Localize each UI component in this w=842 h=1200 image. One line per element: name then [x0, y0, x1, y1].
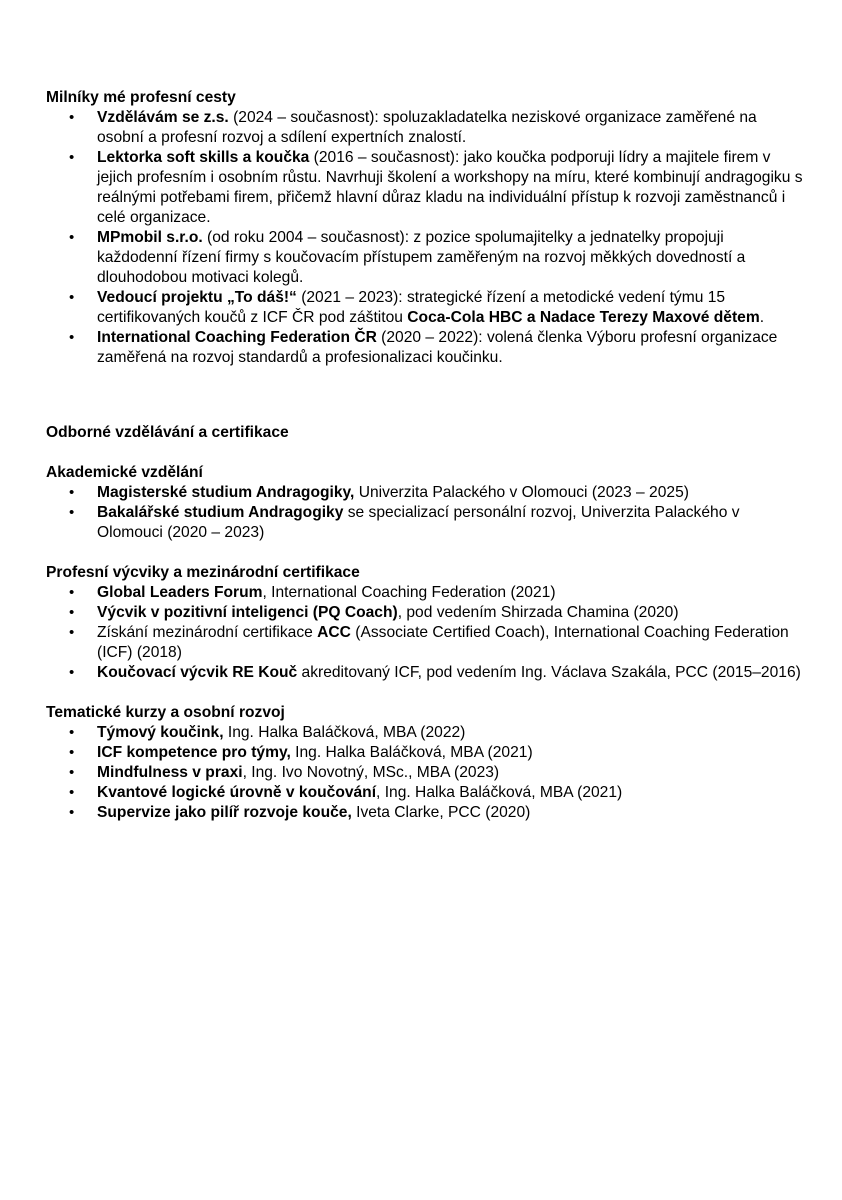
- list-item: • Vzdělávám se z.s. (2024 – současnost): spoluzakladatelka neziskové organizace zaměřené na osobní a profesní rozvoj a sdílení expertních znalostí.: [46, 108, 806, 148]
- list-item: • International Coaching Federation ČR (2020 – 2022): volená členka Výboru profesní organizace zaměřená na rozvoj standardů a profesionalizaci koučinku.: [46, 328, 806, 368]
- certifications-list: [46, 583, 806, 683]
- milestones-heading: Milníky mé profesní cesty: [46, 89, 236, 106]
- list-item: • MPmobil s.r.o. (od roku 2004 – současnost): z pozice spolumajitelky a jednatelky propojuji každodenní řízení firmy s koučovacím přístupem zaměřeným na rozvoj měkkých dovedností a dlouhodobou motivaci kolegů.: [46, 228, 806, 288]
- certifications-heading: Profesní výcviky a mezinárodní certifikace: [46, 564, 360, 581]
- list-item: • Global Leaders Forum, International Coaching Federation (2021): [46, 583, 806, 603]
- list-item: • Supervize jako pilíř rozvoje kouče, Iveta Clarke, PCC (2020): [46, 803, 806, 823]
- academic-heading: Akademické vzdělání: [46, 464, 203, 481]
- list-item: • ICF kompetence pro týmy, Ing. Halka Baláčková, MBA (2021): [46, 743, 806, 763]
- list-item: • Mindfulness v praxi, Ing. Ivo Novotný, MSc., MBA (2023): [46, 763, 806, 783]
- list-item: • Koučovací výcvik RE Kouč akreditovaný ICF, pod vedením Ing. Václava Szakála, PCC (2015–2016): [46, 663, 806, 683]
- list-item: • Lektorka soft skills a koučka (2016 – současnost): jako koučka podporuji lídry a majitele firem v jejich profesním i osobním růstu. Navrhuji školení a workshopy na míru, které kombinují andragogiku s reálnými potřebami firem, přičemž hlavní důraz kladu na individuální přístup k rozvoji zaměstnanců i celé organizace.: [46, 148, 806, 228]
- list-item: • Získání mezinárodní certifikace ACC (Associate Certified Coach), International Coaching Federation (ICF) (2018): [46, 623, 806, 663]
- list-item: • Týmový koučink, Ing. Halka Baláčková, MBA (2022): [46, 723, 806, 743]
- list-item: • Bakalářské studium Andragogiky se specializací personální rozvoj, Univerzita Palackého v Olomouci (2020 – 2023): [46, 503, 806, 543]
- education-heading: Odborné vzdělávání a certifikace: [46, 424, 289, 441]
- academic-list: [46, 483, 806, 543]
- list-item: • Výcvik v pozitivní inteligenci (PQ Coach), pod vedením Shirzada Chamina (2020): [46, 603, 806, 623]
- courses-list: [46, 723, 806, 823]
- list-item: • Kvantové logické úrovně v koučování, Ing. Halka Baláčková, MBA (2021): [46, 783, 806, 803]
- courses-heading: Tematické kurzy a osobní rozvoj: [46, 704, 285, 721]
- cv-page: [46, 88, 806, 823]
- list-item: • Magisterské studium Andragogiky, Univerzita Palackého v Olomouci (2023 – 2025): [46, 483, 806, 503]
- milestones-list: [46, 108, 806, 368]
- list-item: • Vedoucí projektu „To dáš!“ (2021 – 2023): strategické řízení a metodické vedení týmu 15 certifikovaných koučů z ICF ČR pod záštitou Coca-Cola HBC a Nadace Terezy Maxové dětem.: [46, 288, 806, 328]
